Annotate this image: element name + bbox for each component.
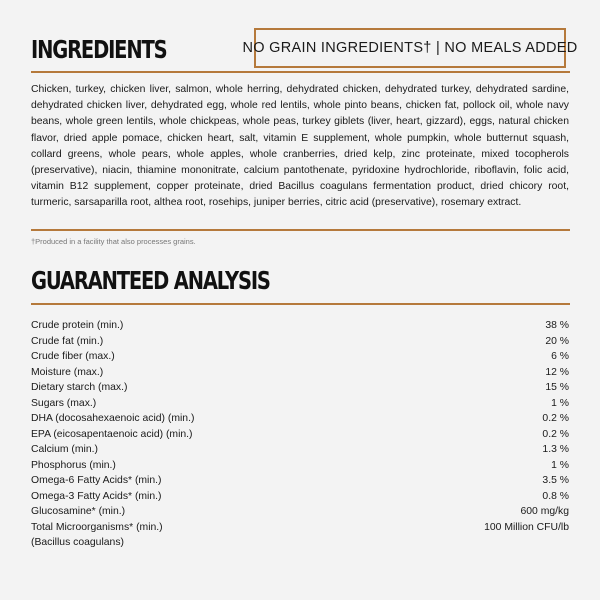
analysis-label: Crude fiber (max.)	[31, 351, 115, 362]
analysis-row	[31, 489, 569, 505]
analysis-row	[31, 458, 569, 474]
analysis-label: Dietary starch (max.)	[31, 382, 128, 393]
ingredients-header	[31, 28, 578, 73]
analysis-label: Moisture (max.)	[31, 366, 104, 378]
analysis-value: 6 %	[551, 351, 569, 362]
analysis-row	[31, 442, 569, 458]
no-grain-badge: NO GRAIN INGREDIENTS† | NO MEALS ADDED	[254, 28, 566, 68]
analysis-row	[31, 318, 569, 334]
analysis-value: 0.2 %	[542, 413, 569, 424]
analysis-value: 12 %	[545, 366, 569, 378]
analysis-value: 38 %	[545, 320, 569, 331]
analysis-table	[31, 318, 569, 551]
ingredients-bottom-divider	[31, 229, 570, 231]
analysis-label: (Bacillus coagulans)	[31, 537, 124, 548]
analysis-row	[31, 380, 569, 396]
analysis-row	[31, 349, 569, 365]
analysis-row	[31, 334, 569, 350]
analysis-label: Crude fat (min.)	[31, 335, 104, 347]
analysis-value: 15 %	[545, 382, 569, 393]
analysis-value: 1 %	[551, 397, 569, 409]
analysis-row	[31, 411, 569, 427]
analysis-row	[31, 365, 569, 381]
analysis-label: Sugars (max.)	[31, 397, 97, 409]
analysis-label: Omega-6 Fatty Acids* (min.)	[31, 475, 162, 486]
ingredients-title: INGREDIENTS	[31, 35, 167, 64]
analysis-divider	[31, 303, 570, 305]
analysis-value: 0.2 %	[542, 428, 569, 440]
analysis-value: 0.8 %	[542, 490, 569, 502]
analysis-row	[31, 535, 569, 551]
analysis-label: DHA (docosahexaenoic acid) (min.)	[31, 413, 195, 424]
analysis-label: Crude protein (min.)	[31, 320, 124, 331]
analysis-value: 20 %	[545, 335, 569, 347]
analysis-title: GUARANTEED ANALYSIS	[31, 266, 270, 295]
analysis-label: Calcium (min.)	[31, 444, 98, 455]
analysis-label: Omega-3 Fatty Acids* (min.)	[31, 490, 162, 502]
ingredients-list: Chicken, turkey, chicken liver, salmon, whole herring, dehydrated chicken, dehydrated turkey, dehydrated sardine, dehydrated chicken liver, dehydrated egg, whole red lentils, whole pinto beans, chicken fat, pollock oil, whole navy beans, whole green lentils, whole chickpeas, whole peas, turkey giblets (liver, heart, gizzard), eggs, natural chicken flavor, dried apple pomace, chicken heart, salt, vitamin E supplement, whole pumpkin, whole butternut squash, collard greens, whole pears, whole apples, whole cranberries, dried kelp, zinc proteinate, mixed tocopherols (preservative), niacin, thiamine mononitrate, calcium pantothenate, pyridoxine hydrochloride, riboflavin, folic acid, vitamin B12 supplement, copper proteinate, dried Bacillus coagulans fermentation product, dried chicory root, turmeric, sarsaparilla root, althea root, rosehips, juniper berries, citric acid (preservative), rosemary extract.	[31, 84, 569, 209]
grain-facility-footnote: †Produced in a facility that also processes grains.	[31, 237, 196, 246]
analysis-row	[31, 473, 569, 489]
analysis-label: Glucosamine* (min.)	[31, 506, 126, 517]
analysis-row	[31, 520, 569, 536]
analysis-label: Total Microorganisms* (min.)	[31, 521, 163, 533]
analysis-label: Phosphorus (min.)	[31, 459, 116, 471]
analysis-row	[31, 396, 569, 412]
analysis-value: 1.3 %	[542, 444, 569, 455]
analysis-value: 100 Million CFU/lb	[484, 521, 569, 533]
analysis-value: 1 %	[551, 459, 569, 471]
analysis-row	[31, 427, 569, 443]
analysis-row	[31, 504, 569, 520]
analysis-value: 600 mg/kg	[520, 506, 569, 517]
analysis-value: 3.5 %	[542, 475, 569, 486]
analysis-label: EPA (eicosapentaenoic acid) (min.)	[31, 428, 193, 440]
ingredients-divider	[31, 71, 570, 73]
